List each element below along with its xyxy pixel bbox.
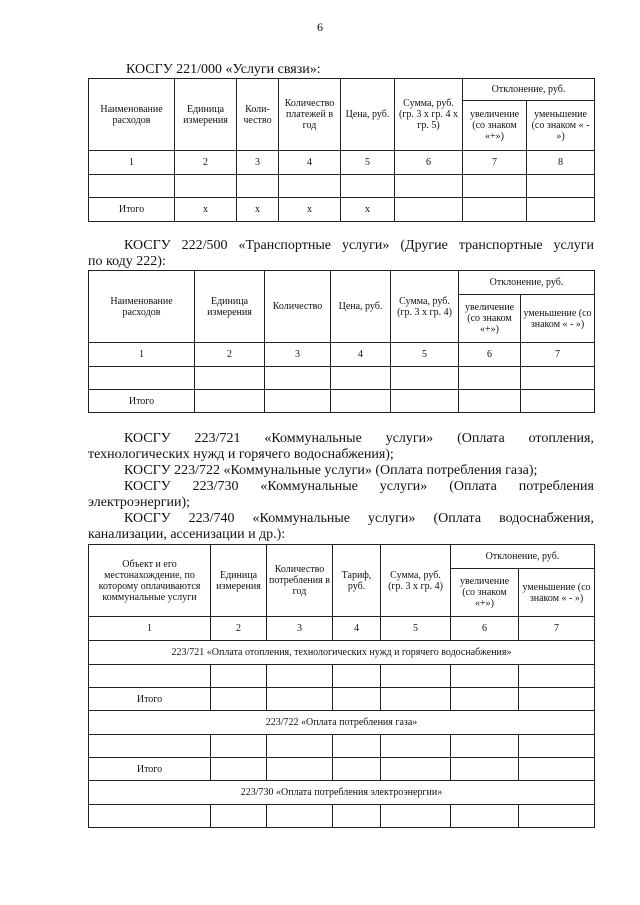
empty-row <box>89 367 595 390</box>
total-label: Итого <box>89 688 211 711</box>
header-deviation: Отклонение, руб. <box>451 545 595 569</box>
section3-table <box>88 544 595 828</box>
section3-line: канализации, ассенизации и др.): <box>88 527 286 542</box>
section2-title-line: по коду 222): <box>88 254 166 269</box>
header-tariff: Тариф, руб. <box>333 545 381 617</box>
total-cell <box>267 688 333 711</box>
empty-cell <box>341 175 395 198</box>
empty-cell <box>89 367 195 390</box>
total-cell <box>527 198 595 222</box>
empty-cell <box>519 735 595 758</box>
empty-row <box>89 175 595 198</box>
empty-cell <box>391 367 459 390</box>
column-number: 4 <box>333 617 381 641</box>
total-cell <box>333 688 381 711</box>
header-increase: увеличение (со знаком «+») <box>459 295 521 343</box>
empty-row <box>89 665 595 688</box>
total-cell <box>463 198 527 222</box>
section2-table <box>88 270 595 413</box>
empty-cell <box>519 805 595 828</box>
total-cell <box>381 758 451 781</box>
column-number: 5 <box>341 151 395 175</box>
column-number: 2 <box>175 151 237 175</box>
empty-cell <box>521 367 595 390</box>
empty-cell <box>211 665 267 688</box>
empty-row <box>89 735 595 758</box>
column-number: 7 <box>519 617 595 641</box>
header-sum: Сумма, руб. (гр. 3 х гр. 4 х гр. 5) <box>395 79 463 151</box>
group-header-721: 223/721 «Оплата отопления, технологических нужд и горячего водоснабжения» <box>89 641 595 665</box>
column-number: 1 <box>89 151 175 175</box>
header-price: Цена, руб. <box>331 271 391 343</box>
total-cell <box>459 390 521 413</box>
column-number: 7 <box>463 151 527 175</box>
section3-line: КОСГУ 223/740 «Коммунальные услуги» (Оплата водоснабжения, <box>124 511 594 526</box>
header-increase: увеличение (со знаком «+») <box>451 569 519 617</box>
column-number: 7 <box>521 343 595 367</box>
column-number: 4 <box>279 151 341 175</box>
empty-cell <box>459 367 521 390</box>
column-number: 5 <box>391 343 459 367</box>
total-cell: х <box>279 198 341 222</box>
empty-row <box>89 805 595 828</box>
header-unit: Единица измерения <box>211 545 267 617</box>
header-sum: Сумма, руб. (гр. 3 х гр. 4) <box>381 545 451 617</box>
section1-table <box>88 78 595 222</box>
column-number: 3 <box>267 617 333 641</box>
total-cell <box>395 198 463 222</box>
total-cell <box>391 390 459 413</box>
total-cell <box>195 390 265 413</box>
header-name: Наименование расходов <box>89 79 175 151</box>
total-label: Итого <box>89 198 175 222</box>
header-increase: увеличение (со знаком «+») <box>463 101 527 151</box>
empty-cell <box>267 805 333 828</box>
header-decrease: уменьшение (со знаком « - ») <box>521 295 595 343</box>
total-row <box>89 688 595 711</box>
column-number: 5 <box>381 617 451 641</box>
header-decrease: уменьшение (со знаком « - ») <box>527 101 595 151</box>
column-numbers-row <box>89 617 595 641</box>
header-sum: Сумма, руб. (гр. 3 х гр. 4) <box>391 271 459 343</box>
empty-cell <box>331 367 391 390</box>
column-number: 6 <box>395 151 463 175</box>
empty-cell <box>211 805 267 828</box>
empty-cell <box>89 665 211 688</box>
header-unit: Единица измерения <box>195 271 265 343</box>
column-number: 1 <box>89 617 211 641</box>
empty-cell <box>237 175 279 198</box>
column-numbers-row <box>89 151 595 175</box>
section1-title: КОСГУ 221/000 «Услуги связи»: <box>126 62 321 77</box>
column-number: 3 <box>265 343 331 367</box>
empty-cell <box>463 175 527 198</box>
column-number: 6 <box>451 617 519 641</box>
empty-cell <box>519 665 595 688</box>
total-cell <box>211 758 267 781</box>
empty-cell <box>451 735 519 758</box>
column-numbers-row <box>89 343 595 367</box>
header-consumption: Количество потребления в год <box>267 545 333 617</box>
total-cell <box>519 758 595 781</box>
empty-cell <box>279 175 341 198</box>
header-deviation: Отклонение, руб. <box>463 79 595 101</box>
empty-cell <box>395 175 463 198</box>
empty-cell <box>527 175 595 198</box>
total-cell <box>333 758 381 781</box>
total-cell: х <box>175 198 237 222</box>
header-object: Объект и его местонахождение, по которому оплачиваются коммунальные услуги <box>89 545 211 617</box>
total-cell <box>381 688 451 711</box>
header-name: Наименование расходов <box>89 271 195 343</box>
column-number: 2 <box>211 617 267 641</box>
header-quantity: Количество <box>265 271 331 343</box>
group-header-722: 223/722 «Оплата потребления газа» <box>89 711 595 735</box>
empty-cell <box>381 665 451 688</box>
empty-cell <box>333 805 381 828</box>
empty-cell <box>451 805 519 828</box>
empty-cell <box>175 175 237 198</box>
section3-line: КОСГУ 223/721 «Коммунальные услуги» (Оплата отопления, <box>124 431 594 446</box>
header-payments-per-year: Количество платежей в год <box>279 79 341 151</box>
total-cell <box>521 390 595 413</box>
column-number: 8 <box>527 151 595 175</box>
total-cell <box>211 688 267 711</box>
total-cell: х <box>237 198 279 222</box>
total-cell: х <box>341 198 395 222</box>
empty-cell <box>211 735 267 758</box>
header-deviation: Отклонение, руб. <box>459 271 595 295</box>
header-unit: Единица измерения <box>175 79 237 151</box>
total-label: Итого <box>89 758 211 781</box>
column-number: 3 <box>237 151 279 175</box>
total-cell <box>451 688 519 711</box>
empty-cell <box>195 367 265 390</box>
column-number: 4 <box>331 343 391 367</box>
group-header-730: 223/730 «Оплата потребления электроэнергии» <box>89 781 595 805</box>
empty-cell <box>381 805 451 828</box>
empty-cell <box>333 735 381 758</box>
total-cell <box>519 688 595 711</box>
total-cell <box>267 758 333 781</box>
empty-cell <box>381 735 451 758</box>
page-number: 6 <box>317 20 323 34</box>
column-number: 1 <box>89 343 195 367</box>
header-quantity: Коли-чество <box>237 79 279 151</box>
section2-title <box>88 238 594 270</box>
total-cell <box>451 758 519 781</box>
section3-text <box>88 431 594 543</box>
empty-cell <box>451 665 519 688</box>
section3-line: технологических нужд и горячего водоснабжения); <box>88 447 394 462</box>
column-number: 2 <box>195 343 265 367</box>
section3-line: электроэнергии); <box>88 495 191 510</box>
total-row <box>89 198 595 222</box>
empty-cell <box>89 175 175 198</box>
total-cell <box>265 390 331 413</box>
total-row <box>89 390 595 413</box>
section2-title-line: КОСГУ 222/500 «Транспортные услуги» (Другие транспортные услуги <box>124 238 594 253</box>
empty-cell <box>265 367 331 390</box>
empty-cell <box>333 665 381 688</box>
column-number: 6 <box>459 343 521 367</box>
section3-line: КОСГУ 223/730 «Коммунальные услуги» (Оплата потребления <box>124 479 594 494</box>
empty-cell <box>267 735 333 758</box>
empty-cell <box>89 805 211 828</box>
header-price: Цена, руб. <box>341 79 395 151</box>
total-cell <box>331 390 391 413</box>
empty-cell <box>89 735 211 758</box>
total-row <box>89 758 595 781</box>
empty-cell <box>267 665 333 688</box>
total-label: Итого <box>89 390 195 413</box>
header-decrease: уменьшение (со знаком « - ») <box>519 569 595 617</box>
section3-line: КОСГУ 223/722 «Коммунальные услуги» (Оплата потребления газа); <box>124 463 538 478</box>
